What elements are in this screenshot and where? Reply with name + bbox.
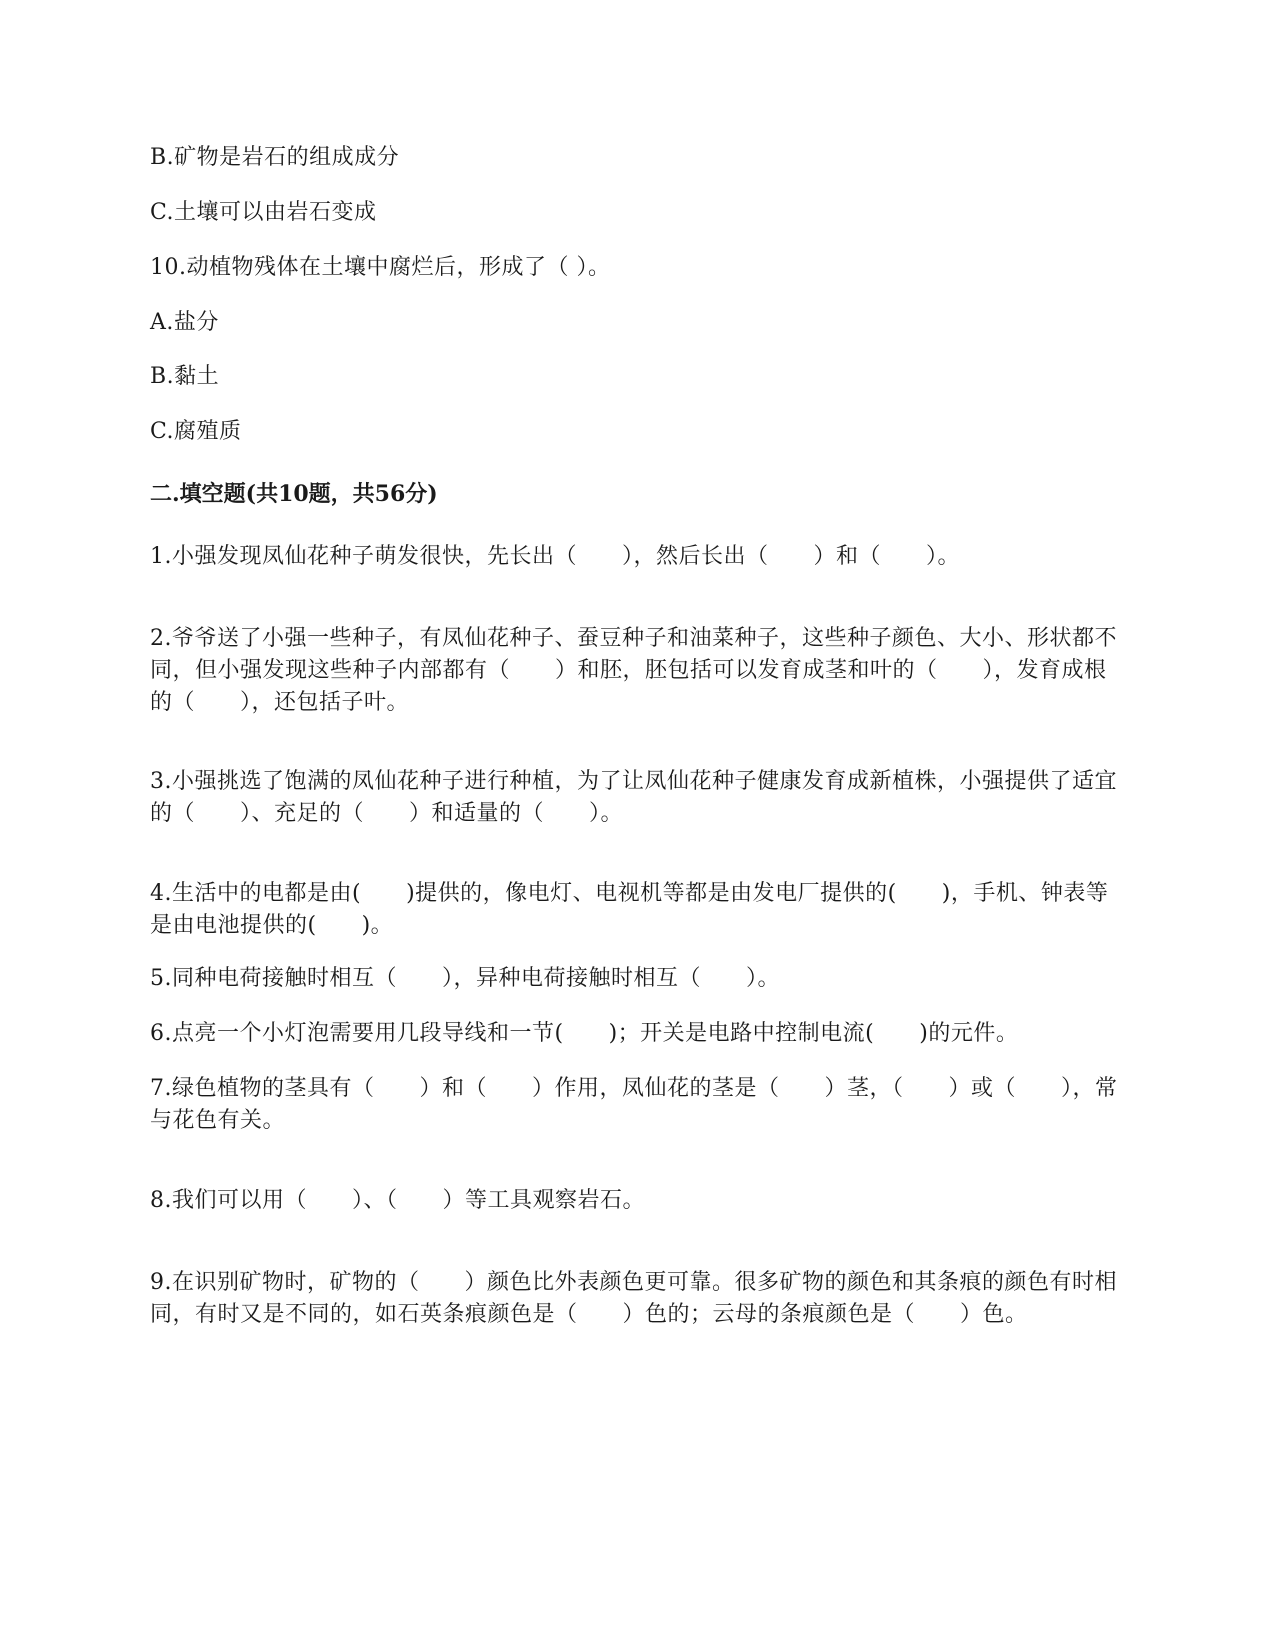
fill-question-6: 6.点亮一个小灯泡需要用几段导线和一节( )；开关是电路中控制电流( )的元件。	[150, 1021, 1019, 1046]
fill-question-9: 9.在识别矿物时，矿物的（ ）颜色比外表颜色更可靠。很多矿物的颜色和其条痕的颜色有时相同，有时又是不同的，如石英条痕颜色是（ ）色的；云母的条痕颜色是（ ）色。	[150, 1270, 1117, 1327]
fill-question-5: 5.同种电荷接触时相互（ ），异种电荷接触时相互（ ）。	[150, 966, 780, 991]
fill-question-3: 3.小强挑选了饱满的凤仙花种子进行种植，为了让凤仙花种子健康发育成新植株，小强提供了适宜的（ ）、充足的（ ）和适量的（ ）。	[150, 769, 1117, 826]
fill-question-7: 7.绿色植物的茎具有（ ）和（ ）作用，凤仙花的茎是（ ）茎，（ ）或（ ），常与花色有关。	[150, 1076, 1118, 1133]
q10-option-b: B.黏土	[150, 364, 220, 389]
question-10: 10.动植物残体在土壤中腐烂后，形成了（ ）。	[150, 255, 611, 280]
q10-option-c: C.腐殖质	[150, 419, 242, 444]
q10-option-a: A.盐分	[150, 310, 219, 335]
section-heading: 二.填空题(共10题，共56分)	[150, 481, 438, 507]
fill-question-8: 8.我们可以用（ ）、（ ）等工具观察岩石。	[150, 1188, 645, 1213]
fill-question-4: 4.生活中的电都是由( )提供的，像电灯、电视机等都是由发电厂提供的( )，手机、钟表等是由电池提供的( )。	[150, 881, 1109, 938]
fill-question-1: 1.小强发现凤仙花种子萌发很快，先长出（ ），然后长出（ ）和（ ）。	[150, 544, 960, 569]
fill-question-2: 2.爷爷送了小强一些种子，有凤仙花种子、蚕豆种子和油菜种子，这些种子颜色、大小、形状都不同，但小强发现这些种子内部都有（ ）和胚，胚包括可以发育成茎和叶的（ ），发育成根的（ ），还包括子叶。	[150, 626, 1117, 715]
option-b-prev: B.矿物是岩石的组成成分	[150, 145, 400, 170]
document-page	[150, 0, 1130, 1650]
option-c-prev: C.土壤可以由岩石变成	[150, 200, 377, 225]
